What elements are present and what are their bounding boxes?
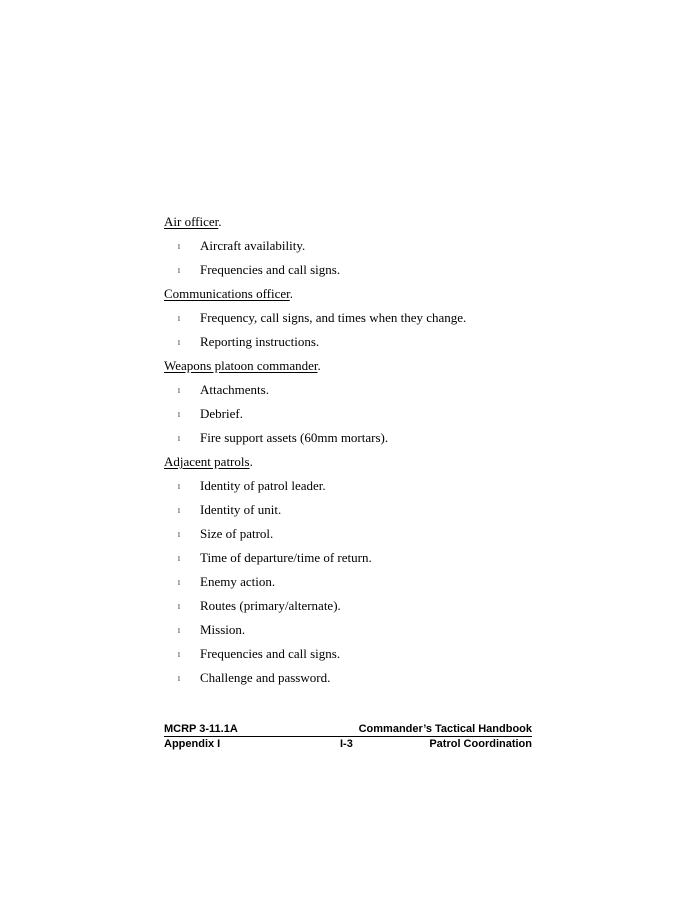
bullet-item: [164, 498, 534, 522]
bullet-icon: l: [178, 339, 180, 347]
bullet-item: [164, 522, 534, 546]
bullet-item: [164, 594, 534, 618]
bullet-item: [164, 378, 534, 402]
bullet-item-text: Enemy action.: [200, 574, 276, 589]
bullet-icon: l: [178, 435, 180, 443]
bullet-item-text: Routes (primary/alternate).: [200, 598, 341, 613]
bullet-icon: l: [178, 483, 180, 491]
bullet-item-text: Identity of patrol leader.: [200, 478, 326, 493]
bullet-item: [164, 618, 534, 642]
section-heading: [164, 450, 534, 474]
bullet-icon: l: [178, 411, 180, 419]
bullet-item: [164, 474, 534, 498]
bullet-item: [164, 234, 534, 258]
bullet-item-text: Reporting instructions.: [200, 334, 320, 349]
bullet-item-text: Frequencies and call signs.: [200, 646, 341, 661]
bullet-item-text: Frequency, call signs, and times when they change.: [200, 310, 467, 325]
bullet-item: [164, 546, 534, 570]
bullet-item: [164, 426, 534, 450]
bullet-icon: l: [178, 555, 180, 563]
bullet-item-text: Identity of unit.: [200, 502, 282, 517]
page-footer: [164, 722, 532, 751]
bullet-icon: l: [178, 603, 180, 611]
section-heading-period: .: [289, 286, 294, 301]
section-heading: [164, 210, 534, 234]
footer-top-row: [164, 722, 532, 737]
bullet-item: [164, 402, 534, 426]
section-heading-text: Air officer: [164, 214, 219, 229]
section-heading-text: Adjacent patrols: [164, 454, 250, 469]
bullet-icon: l: [178, 315, 180, 323]
footer-doc-title: Commander’s Tactical Handbook: [358, 723, 532, 735]
bullet-icon: l: [178, 531, 180, 539]
bullet-item-text: Challenge and password.: [200, 670, 331, 685]
bullet-item-text: Frequencies and call signs.: [200, 262, 341, 277]
bullet-item-text: Fire support assets (60mm mortars).: [200, 430, 389, 445]
bullet-item-text: Attachments.: [200, 382, 269, 397]
section-heading-period: .: [249, 454, 253, 469]
section-heading-period: .: [218, 214, 222, 229]
section-heading-period: .: [317, 358, 321, 373]
footer-bottom-row: [164, 737, 532, 751]
footer-doc-number: MCRP 3-11.1A: [164, 723, 238, 735]
document-body: [164, 210, 534, 690]
bullet-icon: l: [178, 267, 180, 275]
bullet-item-text: Size of patrol.: [200, 526, 274, 541]
bullet-item-text: Mission.: [200, 622, 246, 637]
section-heading-text: Weapons platoon commander: [164, 358, 318, 373]
bullet-icon: l: [178, 651, 180, 659]
footer-chapter-title: Patrol Coordination: [429, 738, 532, 750]
bullet-item: [164, 306, 534, 330]
bullet-icon: l: [178, 507, 180, 515]
bullet-item-text: Aircraft availability.: [200, 238, 306, 253]
bullet-item: [164, 258, 534, 282]
bullet-icon: l: [178, 243, 180, 251]
bullet-icon: l: [178, 387, 180, 395]
bullet-item: [164, 666, 534, 690]
bullet-icon: l: [178, 675, 180, 683]
bullet-item: [164, 330, 534, 354]
footer-appendix: Appendix I: [164, 738, 221, 750]
bullet-item-text: Debrief.: [200, 406, 243, 421]
bullet-item-text: Time of departure/time of return.: [200, 550, 372, 565]
section-heading: [164, 354, 534, 378]
footer-page-number: I-3: [340, 738, 353, 750]
bullet-icon: l: [178, 579, 180, 587]
section-heading-text: Communications officer: [164, 286, 290, 301]
bullet-icon: l: [178, 627, 180, 635]
section-heading: [164, 282, 534, 306]
bullet-item: [164, 642, 534, 666]
bullet-item: [164, 570, 534, 594]
